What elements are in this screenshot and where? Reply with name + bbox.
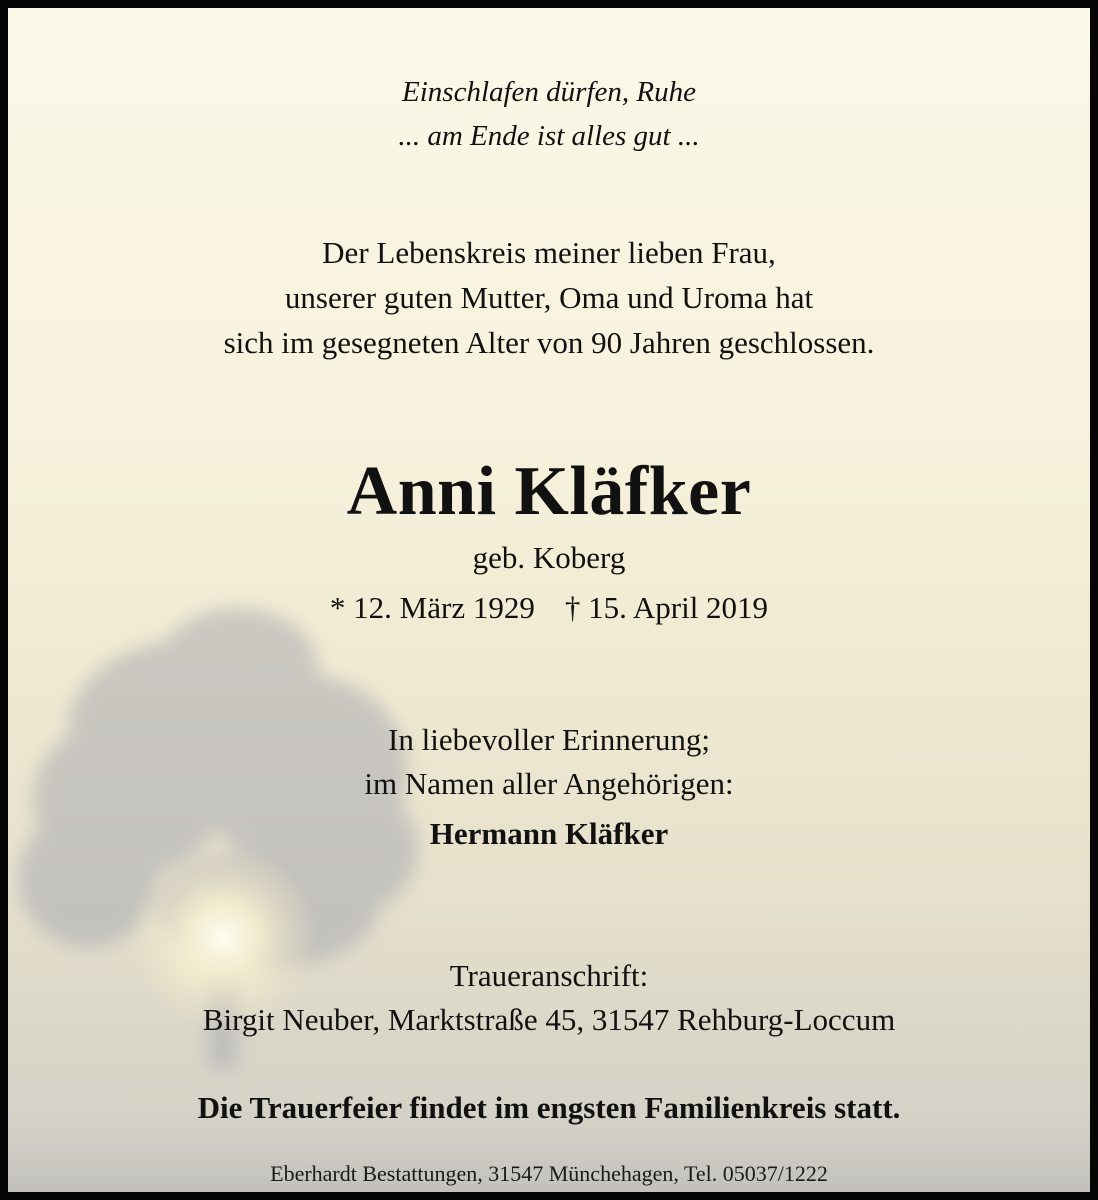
deceased-name: Anni Kläfker (346, 453, 752, 530)
motto-line: Einschlafen dürfen, Ruhe (402, 76, 696, 108)
motto-line: ... am Ende ist alles gut ... (398, 120, 700, 152)
life-dates (8, 586, 1090, 630)
address-label: Traueranschrift: (449, 958, 649, 993)
death-date: † 15. April 2019 (564, 590, 769, 625)
memory-line: In liebevoller Erinnerung; (388, 722, 710, 757)
memory-text (8, 718, 1090, 856)
intro-line: unserer guten Mutter, Oma und Uroma hat (284, 280, 814, 315)
condolence-address (8, 954, 1090, 1042)
birth-name: geb. Koberg (472, 540, 626, 575)
intro-text (8, 230, 1090, 365)
intro-line: Der Lebenskreis meiner lieben Frau, (322, 235, 776, 270)
motto (8, 70, 1090, 158)
memory-line: im Namen aller Angehörigen: (364, 766, 734, 801)
ceremony-note: Die Trauerfeier findet im engsten Familienkreis statt. (197, 1090, 901, 1125)
address-value: Birgit Neuber, Marktstraße 45, 31547 Rehburg-Loccum (202, 1002, 896, 1037)
undertaker-footer: Eberhardt Bestattungen, 31547 Münchehagen, Tel. 05037/1222 (270, 1161, 828, 1186)
intro-line: sich im gesegneten Alter von 90 Jahren geschlossen. (223, 325, 875, 360)
birth-date: * 12. März 1929 (329, 590, 535, 625)
signer-name: Hermann Kläfker (429, 816, 669, 851)
